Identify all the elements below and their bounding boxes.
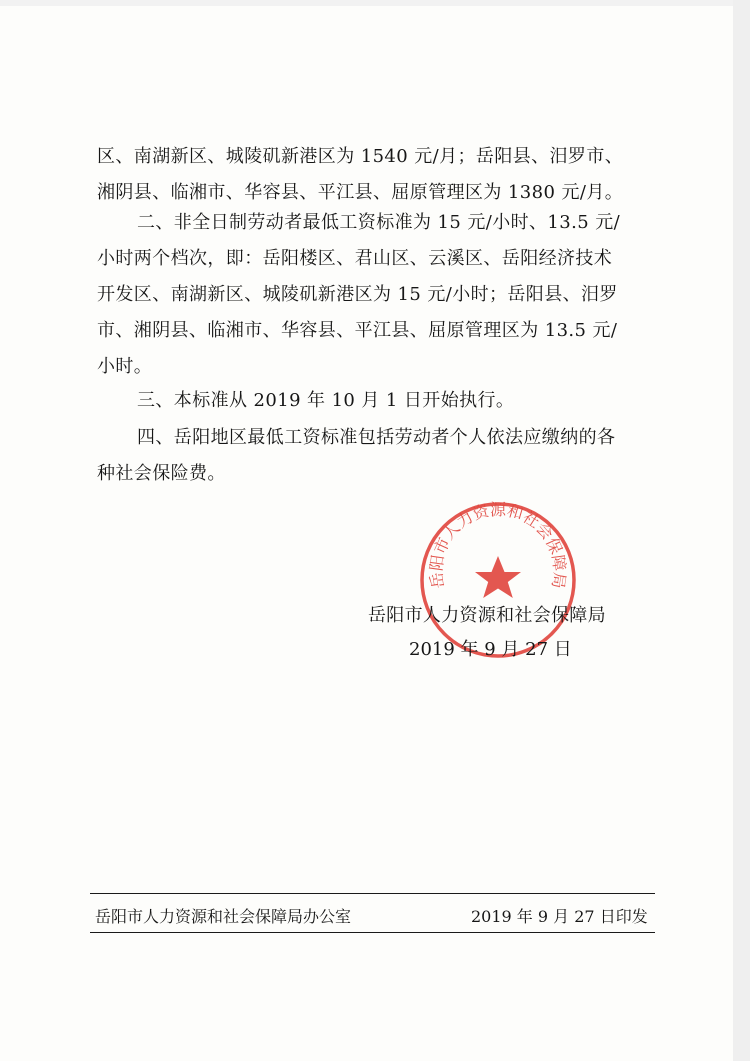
paragraph-3-line-1: 三、本标准从 2019 年 10 月 1 日开始执行。 <box>137 390 515 411</box>
footer-top-rule <box>90 893 655 894</box>
footer-issuer: 岳阳市人力资源和社会保障局办公室 <box>95 907 352 926</box>
seal-text: 岳阳市人力资源和社会保障局 <box>426 500 570 590</box>
page-right-edge <box>733 0 750 1061</box>
paragraph-1 <box>97 139 652 211</box>
paragraph-2-line-5: 小时。 <box>97 356 153 377</box>
paragraph-2-line-1: 二、非全日制劳动者最低工资标准为 15 元/小时、13.5 元/ <box>137 212 621 233</box>
paragraph-1-line-1: 区、南湖新区、城陵矶新港区为 1540 元/月；岳阳县、汨罗市、 <box>97 146 624 167</box>
paragraph-3 <box>97 383 652 419</box>
paragraph-4-line-2: 种社会保险费。 <box>97 463 226 484</box>
paragraph-2-line-3: 开发区、南湖新区、城陵矶新港区为 15 元/小时；岳阳县、汨罗 <box>97 284 618 305</box>
page-top-edge <box>0 0 750 6</box>
paragraph-2 <box>97 205 652 385</box>
paragraph-4 <box>97 420 652 492</box>
footer-issue-date: 2019 年 9 月 27 日印发 <box>471 907 648 926</box>
footer-bottom-rule <box>90 932 655 933</box>
paragraph-2-line-4: 市、湘阴县、临湘市、华容县、平江县、屈原管理区为 13.5 元/ <box>97 320 618 341</box>
seal-star-icon <box>475 556 521 598</box>
paragraph-4-line-1: 四、岳阳地区最低工资标准包括劳动者个人依法应缴纳的各 <box>137 427 616 448</box>
paragraph-2-line-2: 小时两个档次，即：岳阳楼区、君山区、云溪区、岳阳经济技术 <box>97 248 613 269</box>
paragraph-1-line-2: 湘阴县、临湘市、华容县、平江县、屈原管理区为 1380 元/月。 <box>97 182 624 203</box>
signature-organization: 岳阳市人力资源和社会保障局 <box>368 605 606 626</box>
signature-date: 2019 年 9 月 27 日 <box>409 639 572 660</box>
